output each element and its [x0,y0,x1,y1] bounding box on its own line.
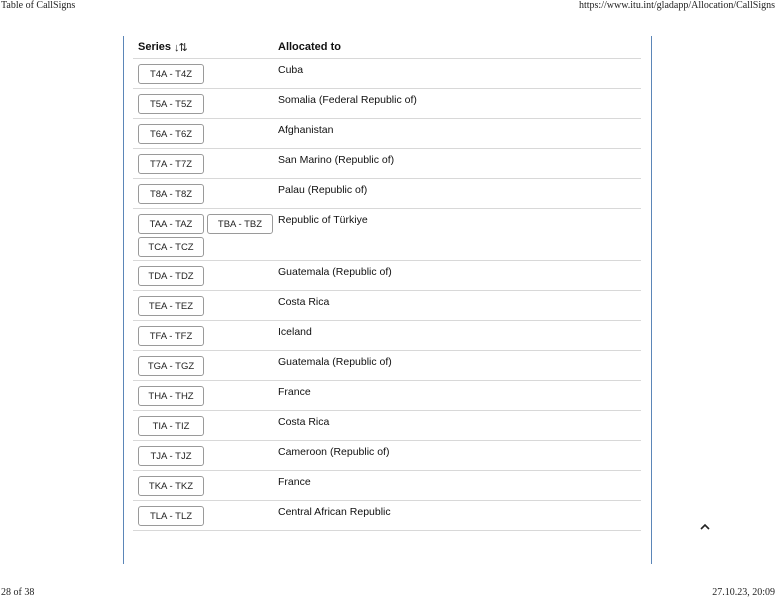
allocated-cell: France [278,386,311,398]
series-cell [133,119,278,148]
series-cell [133,381,278,410]
series-cell [133,471,278,500]
allocated-header: Allocated to [278,41,341,53]
series-cell [133,441,278,470]
table-row [133,59,641,89]
allocated-cell: Guatemala (Republic of) [278,356,392,368]
series-chip[interactable]: TIA - TIZ [138,416,204,436]
table-row [133,411,641,441]
series-chip[interactable]: TDA - TDZ [138,266,204,286]
series-chip[interactable]: TGA - TGZ [138,356,204,376]
series-cell [133,501,278,530]
chevron-up-icon[interactable] [697,518,713,534]
table-header [133,36,641,59]
table-row [133,501,641,531]
series-chip[interactable]: THA - THZ [138,386,204,406]
table-row [133,119,641,149]
allocated-cell: Palau (Republic of) [278,184,368,196]
table-row [133,381,641,411]
series-header-label: Series [138,41,172,53]
table-row [133,441,641,471]
print-header-url: https://www.itu.int/gladapp/Allocation/CallSigns [578,0,775,11]
series-cell [133,321,278,350]
print-header-title: Table of CallSigns [1,0,76,11]
allocated-cell: Central African Republic [278,506,391,518]
allocated-cell: San Marino (Republic of) [278,154,395,166]
series-cell [133,89,278,118]
series-cell [133,179,278,208]
table-row [133,179,641,209]
table-row [133,351,641,381]
table-row [133,261,641,291]
print-footer-page: 28 of 38 [1,587,35,598]
series-header[interactable] [133,41,278,54]
allocated-cell: Iceland [278,326,312,338]
series-cell [133,291,278,320]
table-row [133,471,641,501]
series-cell [133,411,278,440]
sort-icon[interactable]: ↓⇅ [174,41,187,54]
series-chip[interactable]: T5A - T5Z [138,94,204,114]
series-chip[interactable]: T6A - T6Z [138,124,204,144]
series-chip[interactable]: T7A - T7Z [138,154,204,174]
allocated-cell: Costa Rica [278,296,330,308]
allocated-cell: Guatemala (Republic of) [278,266,392,278]
series-chip[interactable]: TBA - TBZ [207,214,273,234]
series-chip[interactable]: TEA - TEZ [138,296,204,316]
table-row [133,321,641,351]
series-chip[interactable]: TLA - TLZ [138,506,204,526]
allocated-cell: Cameroon (Republic of) [278,446,390,458]
series-chip[interactable]: T4A - T4Z [138,64,204,84]
series-cell [133,261,278,290]
allocated-cell: France [278,476,311,488]
allocated-cell: Cuba [278,64,304,76]
series-chip[interactable]: TFA - TFZ [138,326,204,346]
series-cell [133,149,278,178]
table-body [133,59,641,531]
series-cell [133,351,278,380]
table-row [133,89,641,119]
allocated-cell: Somalia (Federal Republic of) [278,94,417,106]
series-chip[interactable]: TJA - TJZ [138,446,204,466]
allocated-cell: Republic of Türkiye [278,214,368,226]
series-chip[interactable]: TAA - TAZ [138,214,204,234]
print-footer-datetime: 27.10.23, 20:09 [712,587,775,598]
series-chip[interactable]: T8A - T8Z [138,184,204,204]
series-cell [133,209,278,260]
series-cell [133,59,278,88]
table-row [133,209,641,261]
series-chip[interactable]: TKA - TKZ [138,476,204,496]
allocated-cell: Costa Rica [278,416,330,428]
series-chip[interactable]: TCA - TCZ [138,237,204,257]
callsign-table [133,36,641,531]
table-row [133,149,641,179]
table-row [133,291,641,321]
allocated-cell: Afghanistan [278,124,334,136]
